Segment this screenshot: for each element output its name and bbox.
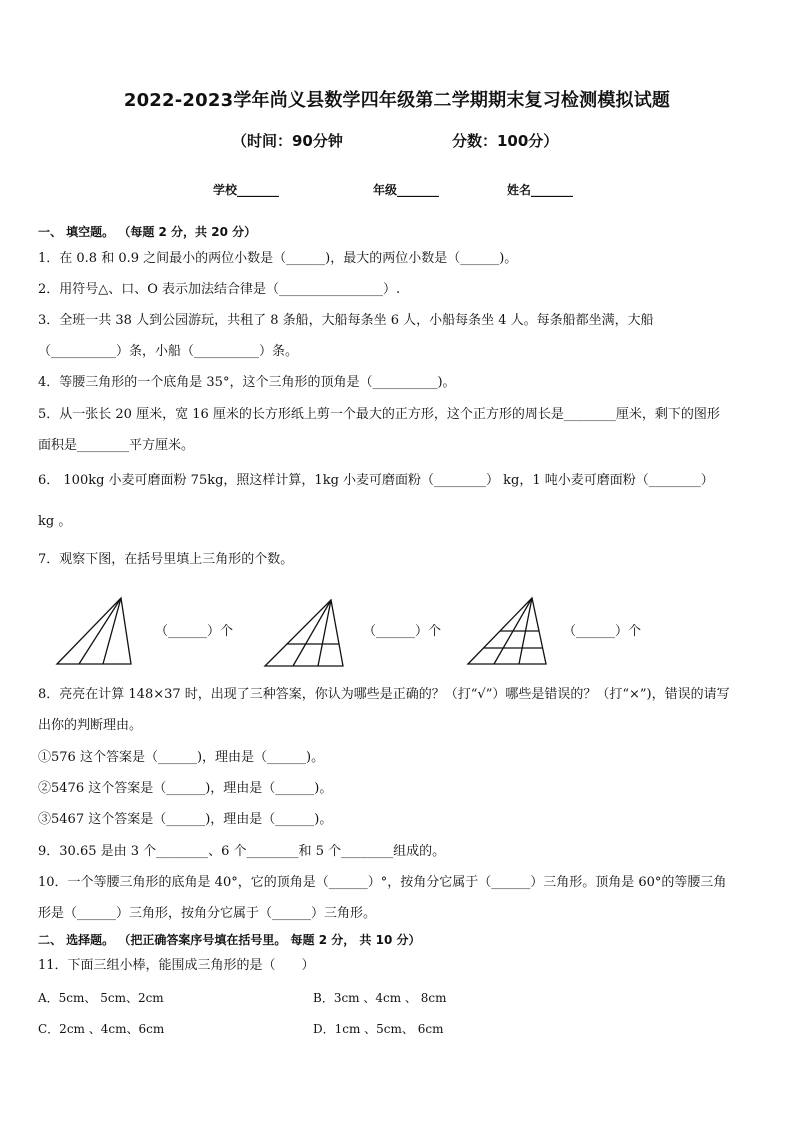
triangle-figure-2 bbox=[263, 598, 347, 668]
question-3-line-1: 3．全班一共 38 人到公园游玩，共租了 8 条船，大船每条坐 6 人，小船每条坐 4 人。每条船都坐满，大船 bbox=[38, 313, 654, 328]
option-a: A．5cm、 5cm、2cm bbox=[38, 991, 164, 1005]
question-11: 11．下面三组小棒，能围成三角形的是（ ） bbox=[38, 958, 315, 973]
triangle-figure-3 bbox=[466, 596, 550, 666]
grade-field: 年级_______ bbox=[373, 183, 440, 197]
question-6-line-2: kg 。 bbox=[38, 514, 72, 529]
section-2-heading: 二、 选择题。 （把正确答案序号填在括号里。 每题 2 分， 共 10 分） bbox=[38, 933, 421, 947]
question-8-item-2: ②5476 这个答案是（______)，理由是（______)。 bbox=[38, 781, 333, 796]
exam-score: 分数：100分） bbox=[452, 132, 559, 150]
question-10-line-1: 10．一个等腰三角形的底角是 40°，它的顶角是（______）°，按角分它属于（______）三角形。顶角是 60°的等腰三角 bbox=[38, 875, 727, 890]
question-8-line-2: 出你的判断理由。 bbox=[38, 718, 143, 733]
question-7: 7．观察下图，在括号里填上三角形的个数。 bbox=[38, 552, 294, 567]
name-field: 姓名_______ bbox=[507, 183, 574, 197]
triangle-figure-1 bbox=[55, 596, 135, 666]
triangle-count-blank-3: （______）个 bbox=[563, 624, 642, 639]
triangle-count-blank-1: （______）个 bbox=[155, 624, 234, 639]
question-8-item-3: ③5467 这个答案是（______)，理由是（______)。 bbox=[38, 812, 333, 827]
exam-time: （时间：90分钟 bbox=[232, 132, 343, 150]
section-1-heading: 一、 填空题。 （每题 2 分，共 20 分） bbox=[38, 225, 257, 239]
question-10-line-2: 形是（______）三角形，按角分它属于（______）三角形。 bbox=[38, 906, 377, 921]
option-d: D．1cm 、5cm、 6cm bbox=[313, 1022, 444, 1036]
question-1: 1．在 0.8 和 0.9 之间最小的两位小数是（______)，最大的两位小数是（______)。 bbox=[38, 251, 518, 266]
question-3-line-2: （__________）条，小船（__________）条。 bbox=[38, 344, 299, 359]
option-c: C．2cm 、4cm、6cm bbox=[38, 1022, 165, 1036]
page-title: 2022-2023学年尚义县数学四年级第二学期期末复习检测模拟试题 bbox=[123, 90, 671, 111]
question-6-line-1: 6． 100kg 小麦可磨面粉 75kg，照这样计算，1kg 小麦可磨面粉（________） kg，1 吨小麦可磨面粉（________） bbox=[38, 473, 714, 488]
triangle-count-blank-2: （______）个 bbox=[363, 624, 442, 639]
question-2: 2．用符号△、口、O 表示加法结合律是（________________）. bbox=[38, 282, 401, 297]
option-b: B．3cm 、4cm 、 8cm bbox=[313, 991, 447, 1005]
question-9: 9．30.65 是由 3 个________、6 个________和 5 个________组成的。 bbox=[38, 844, 446, 859]
question-8-line-1: 8．亮亮在计算 148×37 时，出现了三种答案，你认为哪些是正确的？（打“√”）哪些是错误的？（打“×”)，错误的请写 bbox=[38, 687, 730, 702]
question-4: 4．等腰三角形的一个底角是 35°，这个三角形的顶角是（__________)。 bbox=[38, 375, 456, 390]
question-8-item-1: ①576 这个答案是（______)，理由是（______)。 bbox=[38, 750, 325, 765]
school-field: 学校_______ bbox=[213, 183, 280, 197]
question-5-line-1: 5．从一张长 20 厘米，宽 16 厘米的长方形纸上剪一个最大的正方形，这个正方形的周长是________厘米，剩下的图形 bbox=[38, 407, 720, 422]
question-5-line-2: 面积是________平方厘米。 bbox=[38, 438, 195, 453]
